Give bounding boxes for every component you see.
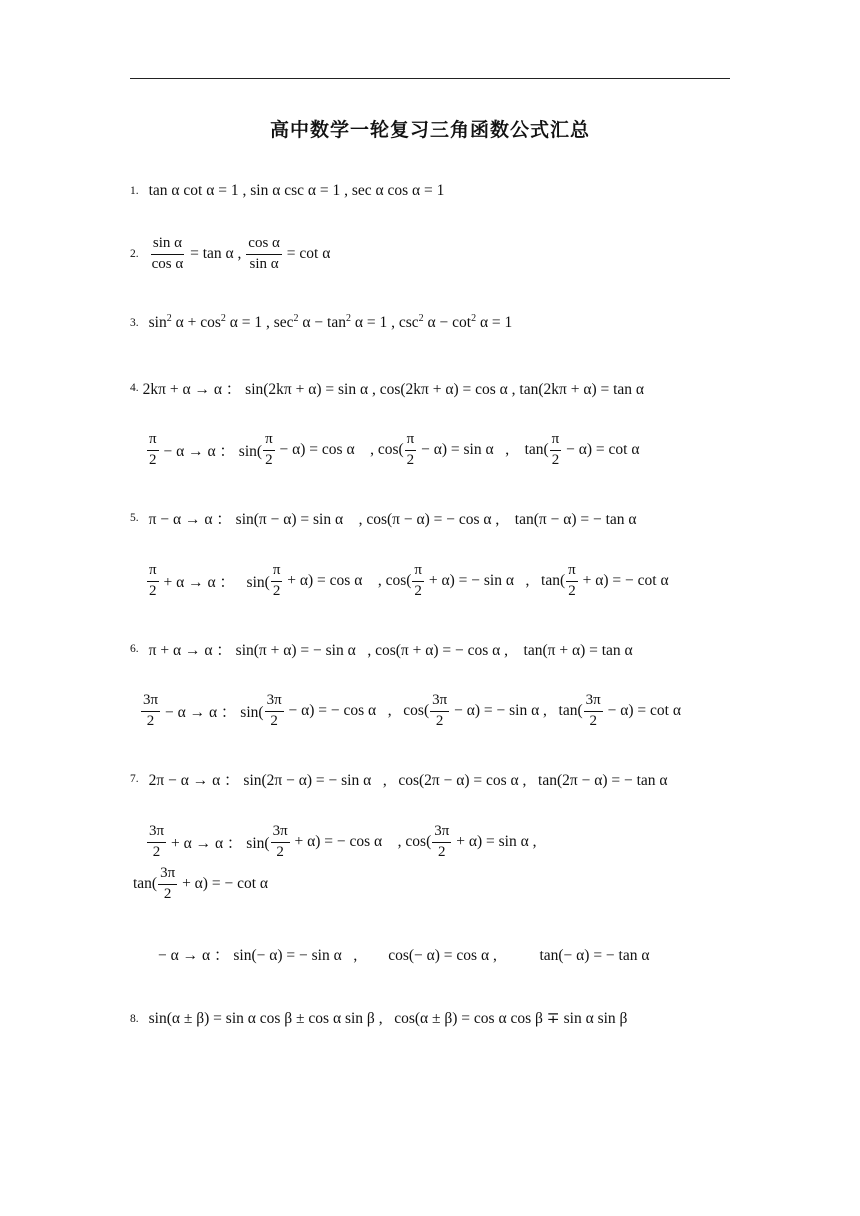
formula-number: 2. — [130, 248, 139, 261]
fraction: $\frac{3\pi}{2}$ — [272, 823, 288, 860]
formula-4b: $\frac{\pi}{2}$ − α → α ： sin( $\frac{\pi}{2}$ − α) = cos α , cos( $\frac{\pi}{2}$ − α) = sin α , tan( $\frac{\pi}{2}$ − α) = cot α — [149, 431, 640, 468]
formula-text: − α → α ： sin(− α) = − sin α , cos(− α) = cos α , tan(− α) = − tan α — [158, 947, 650, 964]
formula-text: tan α cot α = 1 , sin α csc α = 1 , sec α cos α = 1 — [148, 182, 445, 199]
formula-text: $\sin^2 \alpha + \cos^2 \alpha = 1$ , $\sec^2 \alpha - \tan^2 \alpha = 1$ , $\csc^2 \alpha - \cot^2 \alpha = 1$ — [148, 313, 513, 331]
fraction: $\frac{3\pi}{2}$ — [585, 692, 601, 729]
fraction: $\frac{3\pi}{2}$ — [143, 692, 159, 729]
formula-text: π − α → α ： sin(π − α) = sin α , cos(π − α) = − cos α , tan(π − α) = − tan α — [148, 511, 637, 528]
formula-text: 2π − α → α ： sin(2π − α) = − sin α , cos(2π − α) = cos α , tan(2π − α) = − tan α — [148, 772, 668, 789]
fraction: $\frac{3\pi}{2}$ — [149, 823, 165, 860]
formula-6 — [130, 638, 633, 660]
formula-7 — [130, 768, 668, 790]
fraction: $\frac{\pi}{2}$ — [551, 431, 560, 468]
formula-text: π + α → α ： sin(π + α) = − sin α , cos(π + α) = − cos α , tan(π + α) = tan α — [148, 642, 633, 659]
fraction: $\frac{\pi}{2}$ — [414, 562, 422, 599]
formula-number: 7. — [130, 773, 139, 785]
fraction: $\frac{\text{sin α}}{\text{cos α}}$ — [151, 235, 184, 272]
formula-7b: $\frac{3\pi}{2}$ + α → α ： sin( $\frac{3\pi}{2}$ + α) = − cos α , cos( $\frac{3\pi}{2}$ + α) = sin α , — [149, 823, 537, 860]
formula-number: 1. — [130, 185, 139, 197]
formula-number: 3. — [130, 316, 139, 329]
fraction: $\frac{3\pi}{2}$ — [432, 692, 448, 729]
fraction: $\frac{\pi}{2}$ — [149, 431, 157, 468]
formula-7d — [158, 943, 649, 965]
formula-1 — [130, 182, 444, 200]
fraction: $\frac{\pi}{2}$ — [406, 431, 415, 468]
formula-text: 2kπ + α → α ： sin(2kπ + α) = sin α , cos(2kπ + α) = cos α , tan(2kπ + α) = tan α — [142, 381, 645, 398]
formula-6b: $\frac{3\pi}{2}$ − α → α ： sin( $\frac{3\pi}{2}$ − α) = − cos α , cos( $\frac{3\pi}{2}$ − α) = − sin α , tan( $\frac{3\pi}{2}$ − α) = cot α — [143, 692, 681, 729]
formula-number: 8. — [130, 1012, 139, 1025]
formula-text: = cot α — [282, 245, 331, 263]
formula-number: 5. — [130, 512, 139, 524]
formula-5b: $\frac{\pi}{2}$ + α → α ： sin( $\frac{\pi}{2}$ + α) = cos α , cos( $\frac{\pi}{2}$ + α) = − sin α , tan( $\frac{\pi}{2}$ + α) = − cot α — [149, 562, 669, 599]
formula-7c: tan( $\frac{3\pi}{2}$ + α) = − cot α — [133, 865, 269, 902]
header-rule — [130, 78, 730, 79]
fraction: $\frac{\pi}{2}$ — [265, 431, 273, 468]
fraction: $\frac{\pi}{2}$ — [272, 562, 281, 599]
page-title: 高中数学一轮复习三角函数公式汇总 — [269, 119, 590, 141]
fraction: $\frac{3\pi}{2}$ — [434, 823, 450, 860]
formula-2 — [130, 236, 330, 273]
formula-number: 4. — [130, 382, 139, 394]
formula-text: = tan α , — [186, 245, 246, 263]
fraction: $\frac{\pi}{2}$ — [568, 562, 576, 599]
formula-3 — [130, 313, 512, 332]
formula-text: sin(α ± β) = sin α cos β ± cos α sin β , cos(α ± β) = cos α cos β ∓ sin α sin β — [148, 1010, 628, 1027]
formula-8 — [130, 1009, 627, 1028]
fraction: $\frac{\text{cos α}}{\text{sin α}}$ — [248, 235, 280, 272]
formula-number: 6. — [130, 643, 139, 655]
fraction: $\frac{3\pi}{2}$ — [160, 865, 176, 902]
formula-5 — [130, 507, 637, 529]
fraction: $\frac{3\pi}{2}$ — [266, 692, 282, 729]
formula-4 — [130, 377, 644, 399]
fraction: $\frac{\pi}{2}$ — [149, 562, 157, 599]
